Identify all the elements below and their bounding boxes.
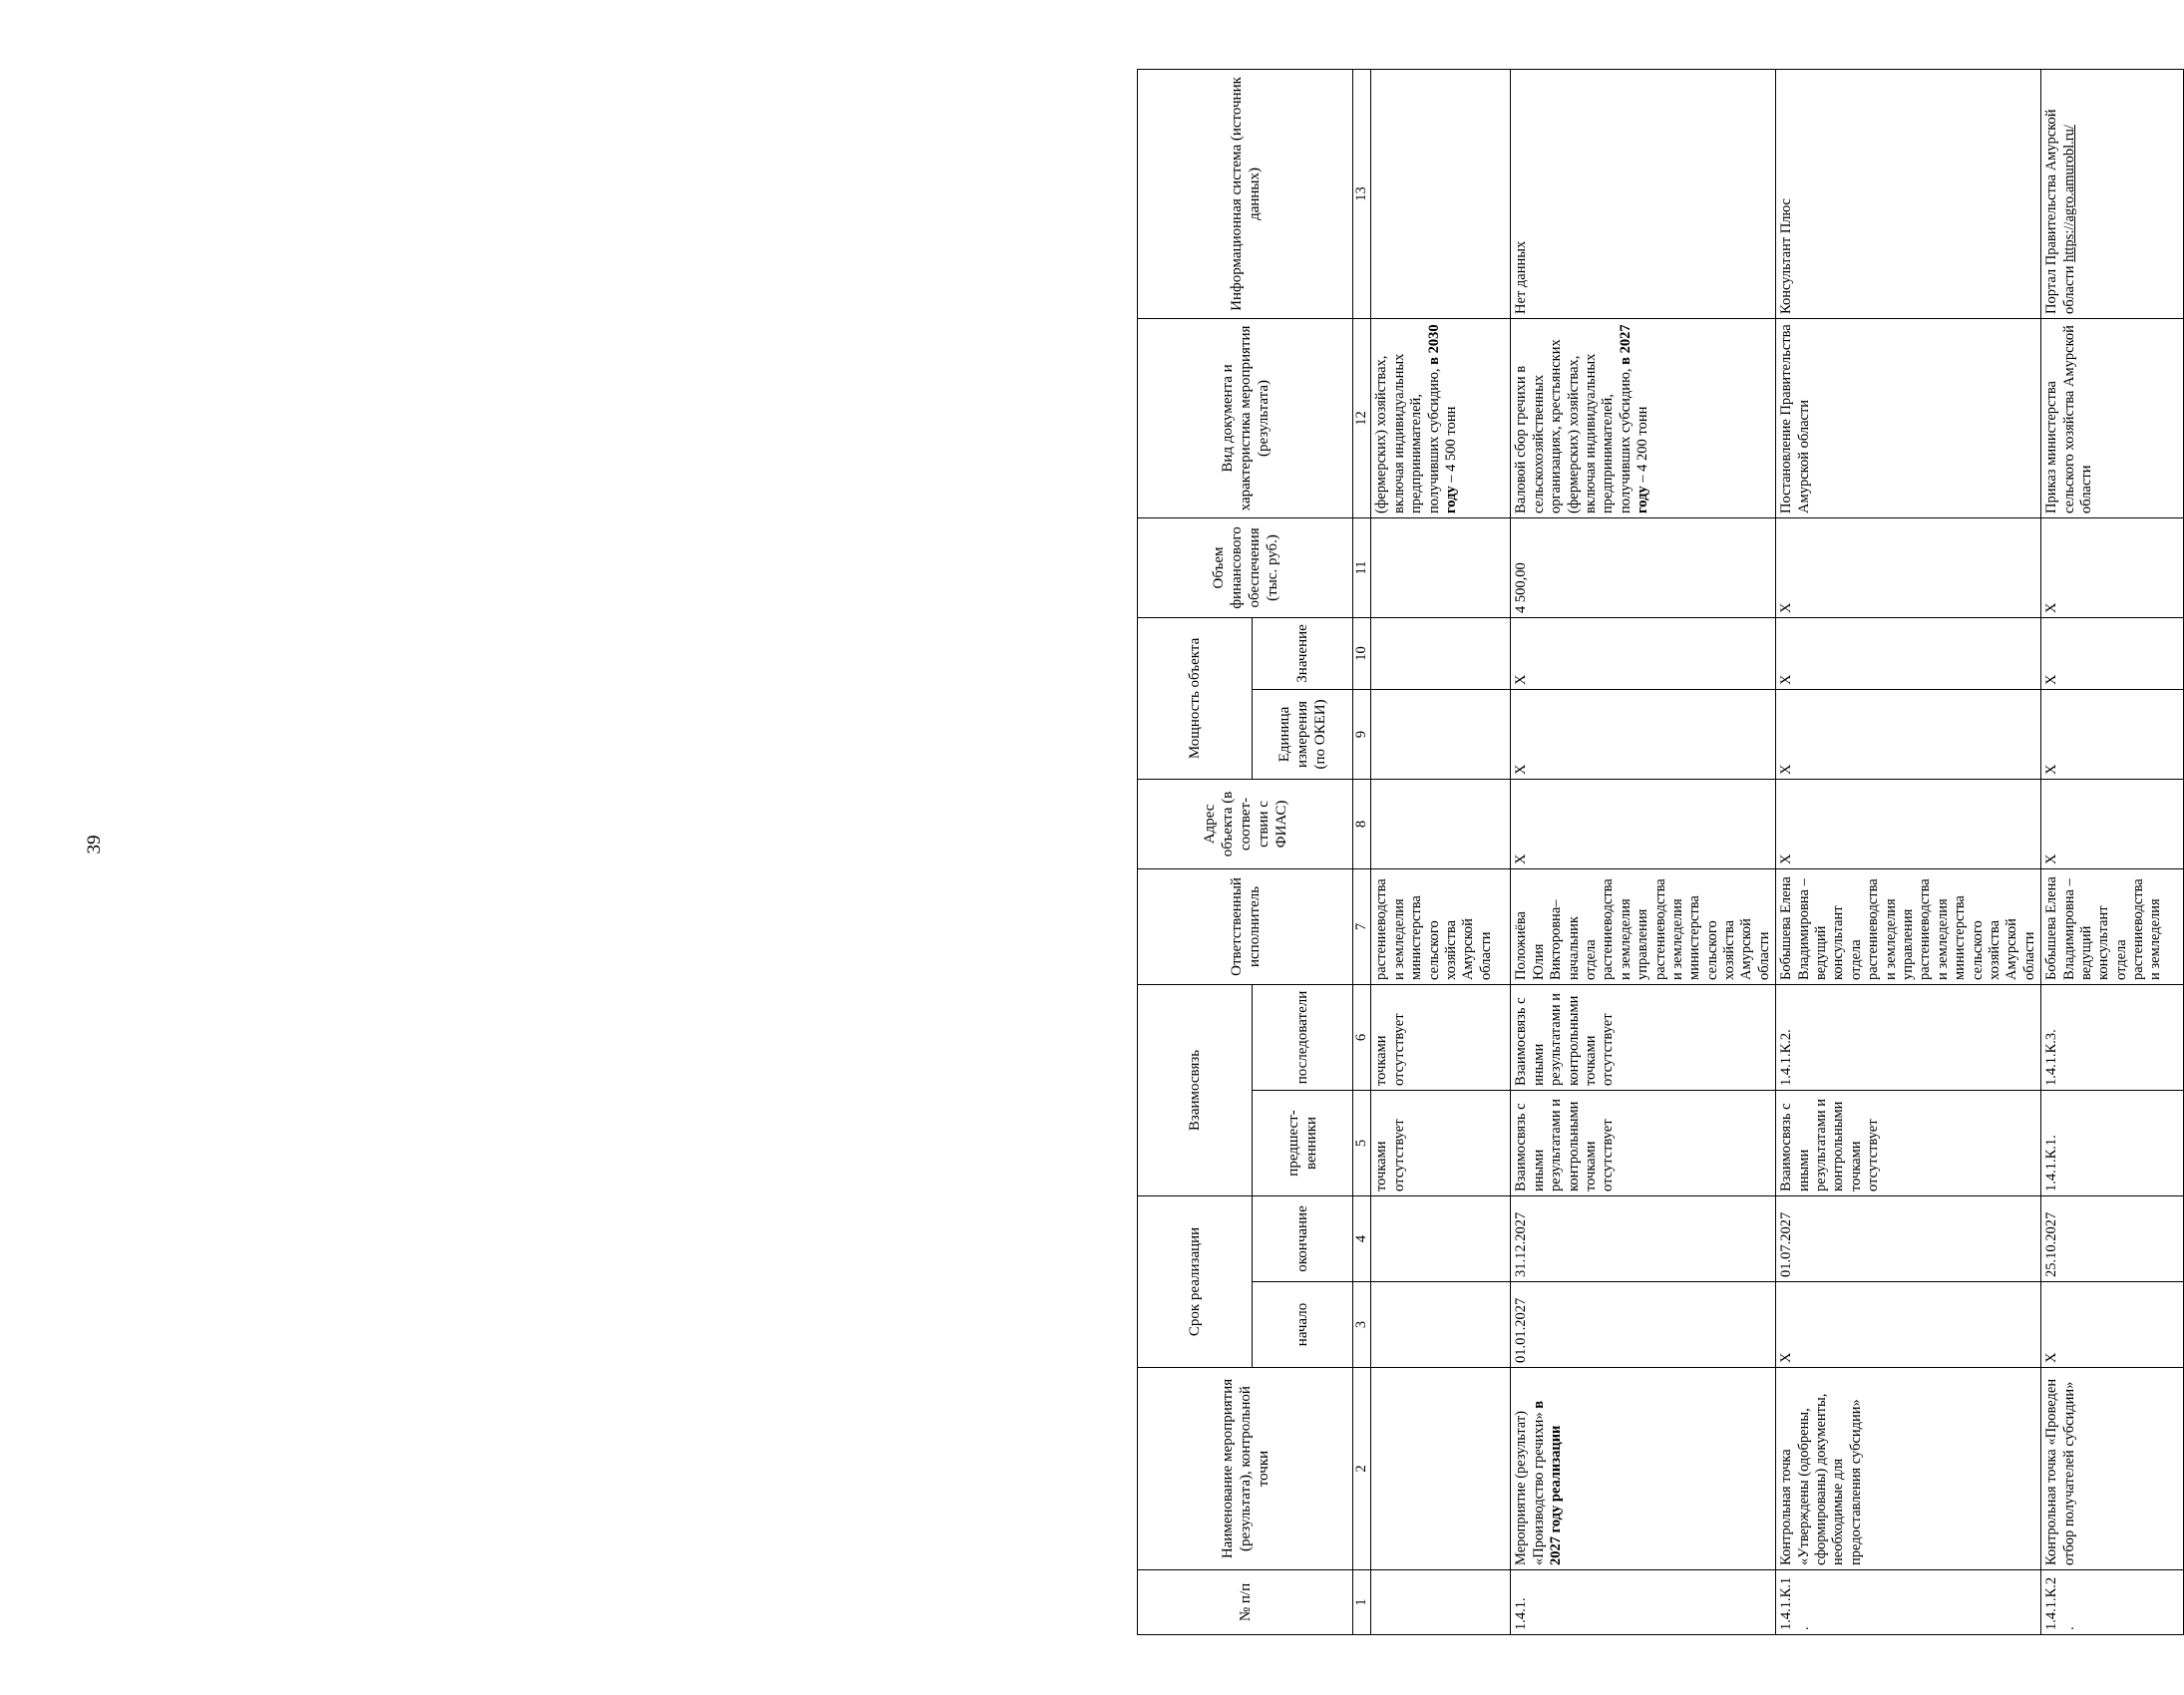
cell-document-type: Приказ министерства сельского хозяйства Амурской области [2041,318,2184,517]
cell-successors: точками отсутствует [1371,984,1511,1090]
portal-text: Портал Правительства Амурской области [2043,109,2077,314]
doc-text: Валовой сбор гречихи в сельскохозяйственных организациях, крестьянских (фермерских) хозяйствах, включая индивидуальных предпринимателей, получивших субсидию, [1513,339,1634,513]
cell-number: 1.4.1. [1511,1570,1776,1635]
event-year: в 2027 году реализации [1530,1400,1565,1565]
header-relation: Взаимосвязь [1138,984,1253,1195]
column-number: 7 [1353,868,1371,984]
cell-executor: Положиёва Юлия Викторовна– начальник отдела растениеводства и земледелия управления растениеводства и земледелия министерства сельского хозяйства Амурской области [1511,868,1776,984]
table-row-1-4-1-k2 [2041,69,2184,1634]
column-number: 8 [1353,779,1371,868]
cell-info-system [1371,69,1511,318]
cell-address [1371,779,1511,868]
doc-year: в 2027 году [1617,324,1651,513]
cell-start: X [2041,1282,2184,1368]
cell-executor: растениеводства и земледелия министерства сельского хозяйства Амурской области [1371,868,1511,984]
cell-end: 25.10.2027 [2041,1195,2184,1281]
cell-executor: Бобышева Елена Владимировна – ведущий консультант отдела растениеводства и земледелия управления растениеводства и земледелия министерства сельского хозяйства Амурской области [1776,868,2041,984]
cell-document-type: Постановление Правительства Амурской области [1776,318,2041,517]
cell-document-type [1371,318,1511,517]
cell-predecessors: Взаимосвязь с иными результатами и контрольными точками отсутствует [1511,1090,1776,1195]
cell-start: 01.01.2027 [1511,1282,1776,1368]
column-numbers-row [1353,69,1371,1634]
cell-successors: Взаимосвязь с иными результатами и контрольными точками отсутствует [1511,984,1776,1090]
header-capacity: Мощность объекта [1138,617,1253,779]
document-sheet [1137,70,2164,1635]
cell-value: X [2041,617,2184,689]
cell-start [1371,1282,1511,1368]
cell-predecessors: точками отсутствует [1371,1090,1511,1195]
header-start: начало [1253,1282,1353,1368]
cell-unit [1371,689,1511,779]
table-row-continuation [1371,69,1511,1634]
cell-successors: 1.4.1.К.2. [1776,984,2041,1090]
column-number: 10 [1353,617,1371,689]
column-number: 4 [1353,1195,1371,1281]
doc-year: в 2030 году [1425,324,1459,513]
cell-value: X [1776,617,2041,689]
column-number: 13 [1353,69,1371,318]
column-number: 9 [1353,689,1371,779]
cell-address: X [1511,779,1776,868]
header-document-type: Вид документа и характеристика мероприятия (результата) [1138,318,1353,517]
doc-amount: – 4 200 тонн [1635,406,1651,487]
cell-info-system: Нет данных [1511,69,1776,318]
cell-predecessors: 1.4.1.К.1. [2041,1090,2184,1195]
cell-successors: 1.4.1.К.3. [2041,984,2184,1090]
header-name: Наименование мероприятия (результата), контрольной точки [1138,1368,1353,1570]
cell-address: X [1776,779,2041,868]
cell-unit: X [1776,689,2041,779]
cell-name: Контрольная точка «Утверждены (одобрены, сформированы) документы, необходимые для предоставления субсидии» [1776,1368,2041,1570]
cell-document-type [1511,318,1776,517]
header-value: Значение [1253,617,1353,689]
header-predecessors: предшест-венники [1253,1090,1353,1195]
cell-financing [1371,517,1511,617]
page-number: 39 [84,835,105,854]
cell-financing: X [1776,517,2041,617]
cell-financing: X [2041,517,2184,617]
header-successors: последователи [1253,984,1353,1090]
plan-table [1137,69,2184,1635]
doc-text: (фермерских) хозяйствах, включая индивидуальных предпринимателей, получивших субсидию, [1373,353,1442,513]
cell-end: 31.12.2027 [1511,1195,1776,1281]
column-number: 11 [1353,517,1371,617]
cell-end: 01.07.2027 [1776,1195,2041,1281]
header-term: Срок реализации [1138,1195,1253,1367]
cell-name: Контрольная точка «Проведен отбор получателей субсидии» [2041,1368,2184,1570]
cell-start: X [1776,1282,2041,1368]
portal-link[interactable]: https://agro.amurobl.ru/ [2060,125,2077,262]
header-number: № п/п [1138,1570,1353,1635]
column-number: 3 [1353,1282,1371,1368]
cell-info-system: Консультант Плюс [1776,69,2041,318]
header-end: окончание [1253,1195,1353,1281]
cell-unit: X [1511,689,1776,779]
cell-number: 1.4.1.К.2. [2041,1570,2184,1635]
cell-predecessors: Взаимосвязь с иными результатами и контрольными точками отсутствует [1776,1090,2041,1195]
header-executor: Ответственный исполнитель [1138,868,1353,984]
cell-name [1371,1368,1511,1570]
cell-end [1371,1195,1511,1281]
cell-value [1371,617,1511,689]
header-unit: Единица измерения (по ОКЕИ) [1253,689,1353,779]
doc-amount: – 4 500 тонн [1442,406,1459,487]
cell-name [1511,1368,1776,1570]
cell-value: X [1511,617,1776,689]
cell-number: 1.4.1.К.1. [1776,1570,2041,1635]
cell-info-system [2041,69,2184,318]
column-number: 12 [1353,318,1371,517]
header-info-system: Информационная система (источник данных) [1138,69,1353,318]
cell-executor: Бобышева Елена Владимировна – ведущий консультант отдела растениеводства и земледелия [2041,868,2184,984]
column-number: 5 [1353,1090,1371,1195]
header-financing: Объем финансового обеспечения (тыс. руб.) [1138,517,1353,617]
event-name: Мероприятие (результат) «Производство гречихи» [1513,1408,1547,1565]
column-number: 6 [1353,984,1371,1090]
table-row-1-4-1 [1511,69,1776,1634]
cell-address: X [2041,779,2184,868]
header-address: Адрес объекта (в соответ-ствии с ФИАС) [1138,779,1353,868]
cell-number [1371,1570,1511,1635]
cell-financing: 4 500,00 [1511,517,1776,617]
column-number: 2 [1353,1368,1371,1570]
table-row-1-4-1-k1 [1776,69,2041,1634]
column-number: 1 [1353,1570,1371,1635]
cell-unit: X [2041,689,2184,779]
